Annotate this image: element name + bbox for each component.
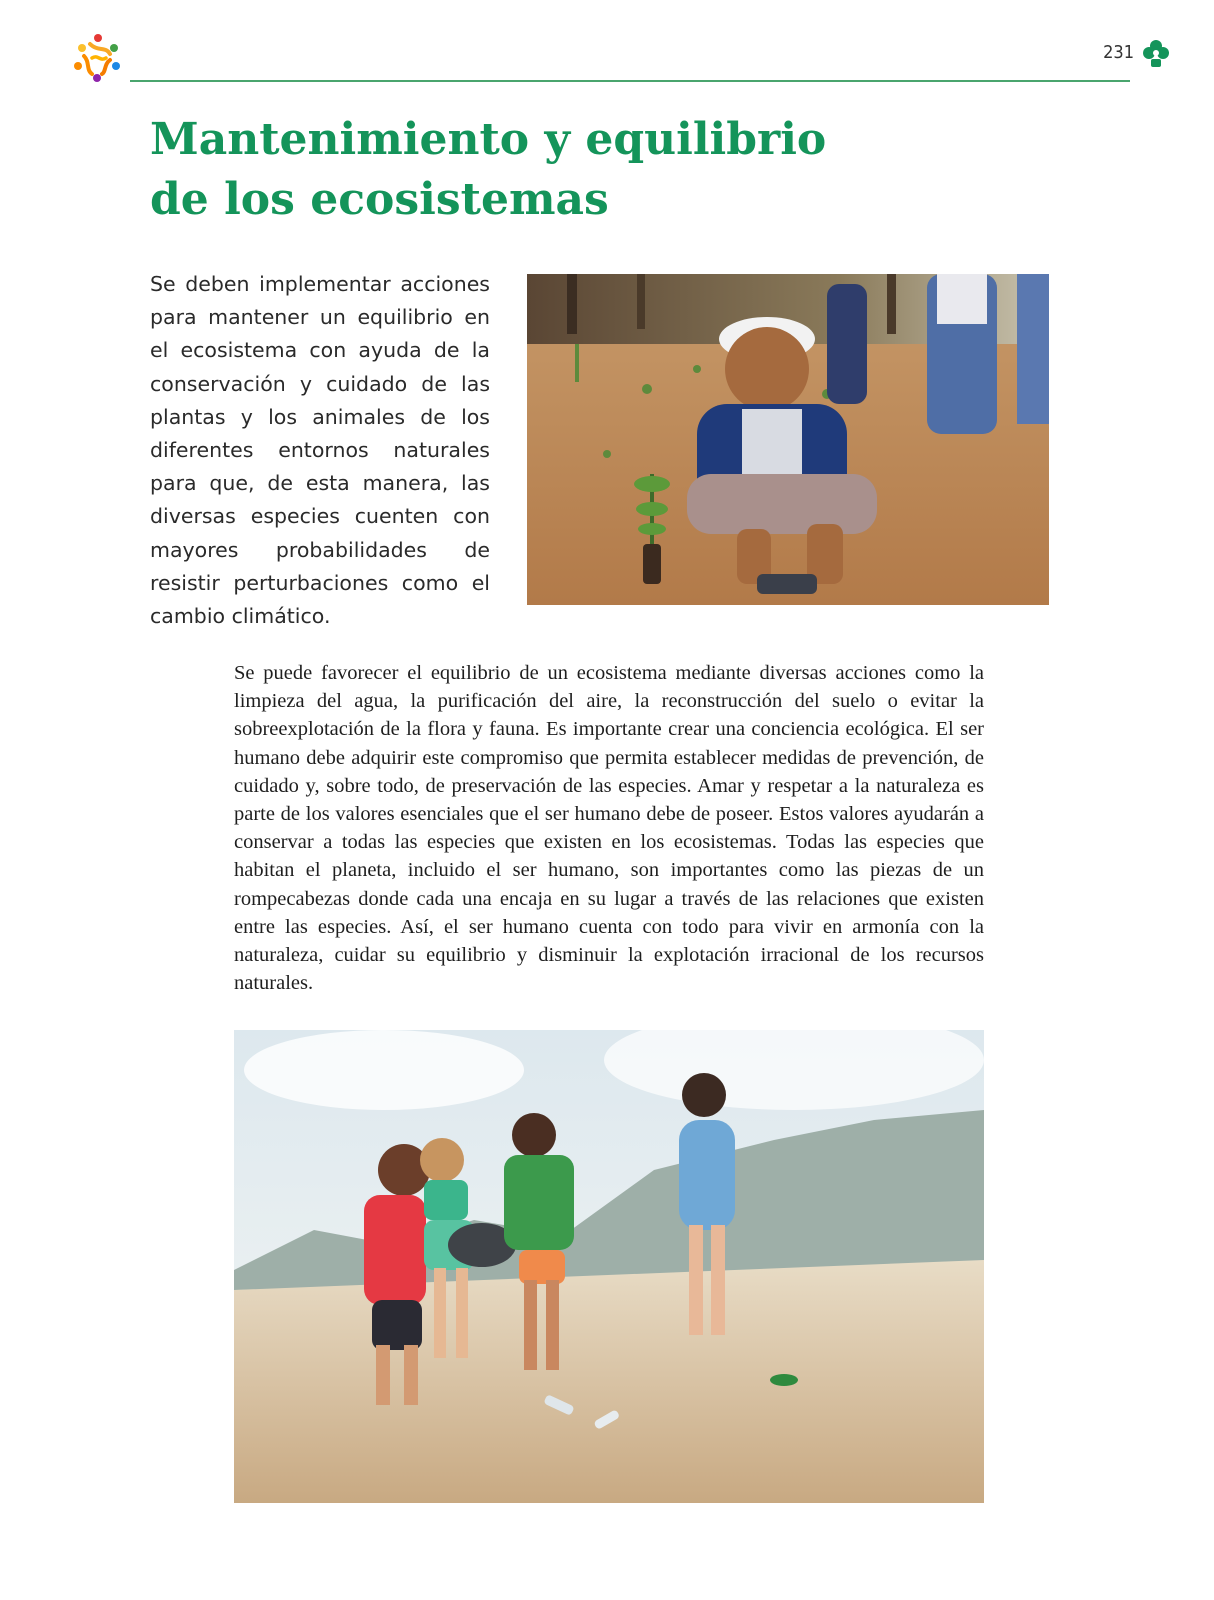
photo-children-cleaning-beach <box>234 1030 984 1503</box>
page-title-line-1: Mantenimiento y equilibrio <box>150 114 827 165</box>
page-title <box>150 110 1050 230</box>
intro-paragraph: Se deben implementar acciones para mantener un equilibrio en el ecosistema con ayuda de la conservación y cuidado de las plantas y los animales de los diferentes entornos naturales para que, de esta manera, las diversas especies cuenten con mayores probabilidades de resistir perturbaciones como el cambio climático. <box>150 272 490 629</box>
photo-boy-planting-seedling <box>527 274 1049 605</box>
header-divider <box>130 80 1130 82</box>
colorful-people-logo-icon <box>70 32 126 84</box>
page-title-line-2: de los ecosistemas <box>150 174 609 225</box>
body-paragraph: Se puede favorecer el equilibrio de un ecosistema mediante diversas acciones como la limpieza del agua, la purificación del aire, la reconstrucción del suelo o evitar la sobreexplotación de la flora y fauna. Es importante crear una conciencia ecológica. El ser humano debe adquirir este compromiso que permita establecer medidas de prevención, de cuidado y, sobre todo, de preservación de las especies. Amar y respetar a la naturaleza es parte de los valores esenciales que el ser humano debe de poseer. Estos valores ayudarán a conservar a todas las especies que existen en los ecosistemas. Todas las especies que habitan el planeta, incluido el ser humano, son importantes como las piezas de un rompecabezas donde cada una encaja en su lugar a través de las relaciones que existen entre las especies. Así, el ser humano cuenta con todo para vivir en armonía con la naturaleza, cuidar su equilibrio y disminuir la explotación irracional de los recursos naturales. <box>234 662 984 995</box>
green-flower-emblem-icon <box>1142 38 1170 68</box>
page-number: 231 <box>1103 42 1134 63</box>
